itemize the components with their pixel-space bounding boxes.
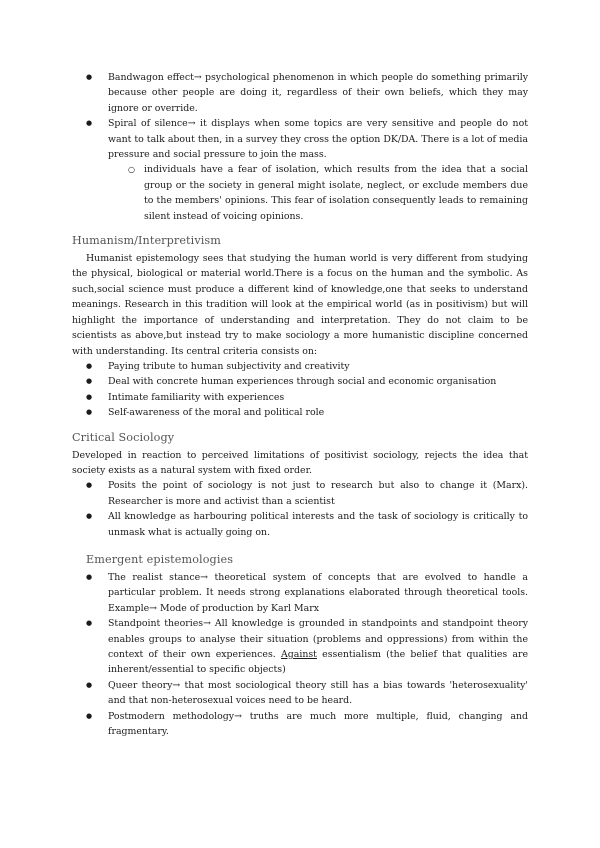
humanism-paragraph: Humanist epistemology sees that studying the human world is very different from studying the physical, biological or material world.There is a focus on the human and the symbolic. As such,social science must produce a different kind of knowledge,one that seeks to understand meanings. Research in this tradition will look at the empirical world (as in positivism) but will highlight the importance of understanding and interpretation. They do not claim to be scientists as above,but instead try to make sociology a more humanistic discipline concerned with understanding. Its central criteria consists on:	[72, 253, 528, 357]
underlined-word: Against	[280, 649, 317, 660]
list-item: ● Self-awareness of the moral and political role	[72, 405, 528, 420]
heading-humanism: Humanism/Interpretivism	[72, 234, 221, 248]
standpoint-text-rest: essentialism (the belief that qualities are inherent/essential to specific objects)	[108, 649, 529, 676]
list-item: ● All knowledge as harbouring political interests and the task of sociology is critically to unmask what is actually going on.	[72, 509, 528, 540]
list-item-realist-stance: ● The realist stance→ theoretical system of concepts that are evolved to handle a particular problem. It needs strong explanations elaborated through theoretical tools. Example→ Mode of production by Karl Marx	[72, 570, 528, 616]
heading-emergent-epistemologies: Emergent epistemologies	[86, 552, 234, 566]
standpoint-text: Standpoint theories→ All knowledge is grounded in standpoints and standpoint theory enables groups to analyse their situation (problems and oppressions) from within the context of their own experiences.	[108, 618, 528, 660]
spiral-text: Spiral of silence→ it displays when some topics are very sensitive and people do not want to talk about then, in a survey they cross the option DK/DA. There is a lot of media pressure and social pressure to join the mass.	[108, 118, 528, 161]
list-item-spiral-of-silence	[72, 116, 528, 162]
list-item-bandwagon: ● Bandwagon effect→ psychological phenomenon in which people do something primarily because other people are doing it, regardless of their own beliefs, which they may ignore or override.	[72, 70, 528, 116]
critical-paragraph: Developed in reaction to perceived limitations of positivist sociology, rejects the idea that society exists as a natural system with fixed order.	[72, 449, 528, 476]
intro-bullet-list	[72, 70, 528, 224]
emergent-bullet-list	[72, 570, 528, 739]
critical-bullet-list	[72, 478, 528, 540]
list-item: ● Posits the point of sociology is not just to research but also to change it (Marx). Researcher is more and activist than a scientist	[72, 478, 528, 509]
heading-critical-sociology: Critical Sociology	[72, 430, 175, 444]
list-item-standpoint-theories	[72, 616, 528, 678]
list-item: ● Deal with concrete human experiences through social and economic organisation	[72, 374, 528, 389]
list-item-queer-theory: ● Queer theory→ that most sociological theory still has a bias towards 'heterosexuality' and that non-heterosexual voices need to be heard.	[72, 678, 528, 709]
list-item: ● Intimate familiarity with experiences	[72, 390, 528, 405]
list-item-postmodern: ● Postmodern methodology→ truths are much more multiple, fluid, changing and fragmentary.	[72, 709, 528, 740]
list-item: ● Paying tribute to human subjectivity and creativity	[72, 359, 528, 374]
document-page	[72, 70, 528, 739]
humanism-bullet-list	[72, 359, 528, 421]
sub-item-fear-of-isolation: ○ individuals have a fear of isolation, which results from the idea that a social group or the society in general might isolate, neglect, or exclude members due to the members' opinions. This fear of isolation consequently leads to remaining silent instead of voicing opinions.	[72, 162, 528, 224]
